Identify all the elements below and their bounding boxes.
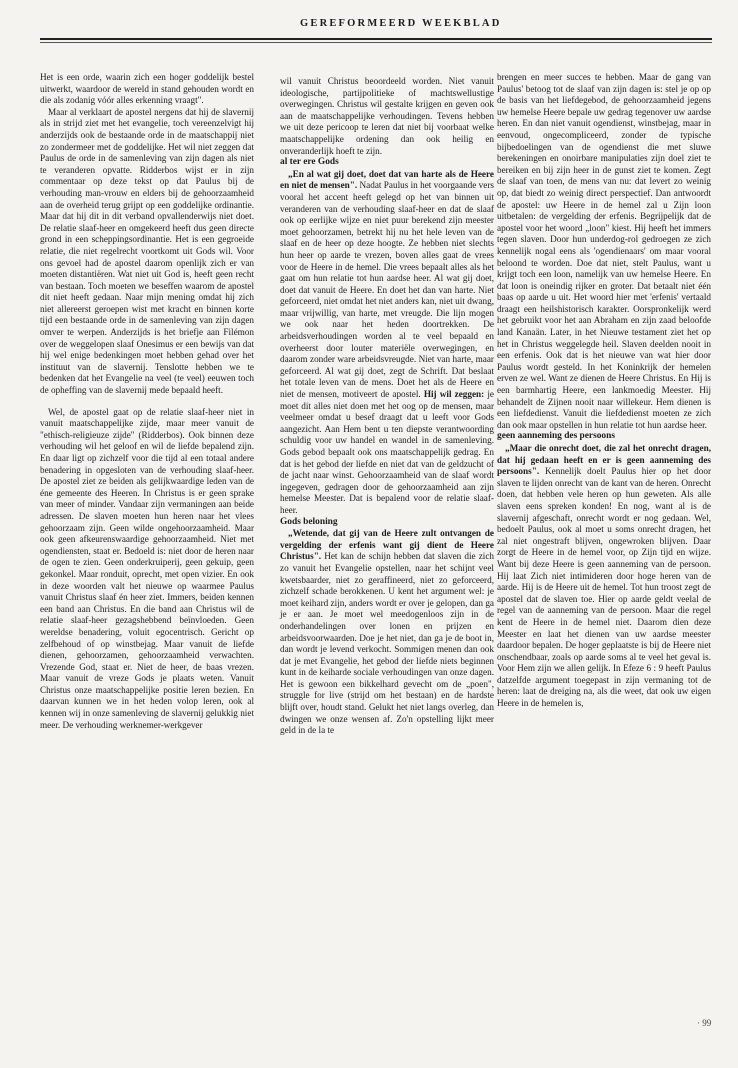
quote-bold: „En al wat gij doet, doet dat van harte als de Heere en niet de mensen".	[280, 168, 494, 191]
section-heading: al ter ere Gods	[280, 157, 339, 168]
paragraph: brengen en meer succes te hebben. Maar de gang van Paulus' betoog tot de slaaf van zijn dagen is: stel je op op de basis van het liefdegebod, de gehoorzaamheid jegens uw hemelse Heere bepale uw gedrag tegenover uw aardse heren. En dan niet vanuit ogendienst, winstbejag, maar in eenvoud, ongecompliceerd, zonder de typische bijbedoelingen van de ogendienst die met sluwe berekeningen en onoirbare manipulaties zijn doel ziet te bereiken en bij zijn heer in de gunst ziet te komen. Zegt de slaaf van toen, de mens van nu: dat levert zo weinig op, dat biedt zo weinig direct perspectief. Dan antwoordt de apostel: uw Heere in de hemel zal u Zijn loon uitbetalen: de vergelding der erfenis. Begrijpelijk dat de apostel voor het woord „loon" kiest. Hij heeft het immers tegen slaven. Door hun underdog-rol gedroegen ze zich kennelijk nogal eens als 'ogendienaars' om maar vooral beloond te worden. Doe dat niet, stelt Paulus, want u krijgt toch een loon, namelijk van uw hemelse Heere. En dat loon is oneindig rijker en groter. Dat betaalt niet één baas op aarde u uit. Het woord hier met 'erfenis' vertaald draagt een heilshistorisch karakter. Oorspronkelijk werd het gebruikt voor het aan Abraham en zijn zaad beloofde land Kanaän. Later, in het Nieuwe testament ziet het op het in Christus weggelegde heil. Slaven deelden nooit in een erfenis. Ook dat is het nieuwe van wat hier door Paulus wordt gesteld. In het Koninkrijk der hemelen erven ze wel. Want ze dienen de Heere Christus. En Hij is een barmhartig Heere, een lankmoedig Meester. Hij behandelt de Zijnen nooit naar willekeur. Hem dienen is een liefdedienst. Vanuit die liefdedienst moeten ze zich dan ook maar opstellen in hun relatie tot hun aardse heer.	[497, 72, 711, 430]
emphasis-bold: Hij wil zeggen:	[420, 389, 485, 400]
section-heading: geen aanneming des persoons	[497, 431, 615, 442]
column-2	[280, 76, 494, 737]
column-3	[497, 72, 711, 710]
section-heading: Gods beloning	[280, 516, 338, 527]
paragraph-text: Het kan de schijn hebben dat slaven die zich zo vanuit het Evangelie opstellen, naar het schijnt veel kwetsbaarder, niet zo geraffineerd, niet zo geforceerd, zichzelf schade berokkenen. U kent het argument wel: je moet keihard zijn, anders wordt er over je gelopen, dan ga je er aan. Je moet wel meedogenloos zijn in de onderhandelingen over lonen en prijzen en arbeidsvoorwaarden. Doe je het niet, dan ga je de boot in, dan wordt je levend verkocht. Sommigen menen dan ook dat je met Evangelie, het gebod der liefde niets beginnen kunt in de keiharde sociale verhoudingen van onze dagen. Het is gewoon een bikkelhard gevecht om de „poen", struggle for live (strijd om het bestaan) en de hardste blijft over, houdt stand. Gelukt het niet langs overleg, dan dwingen we onze wensen af. Zo'n opstelling lijkt meer geld in de la te	[280, 551, 494, 736]
running-header	[40, 18, 712, 58]
paragraph-text: je moet dit alles niet doen met het oog op de mensen, maar veelmeer omdat u besef draagt dat u leeft voor Gods aangezicht. Aan Hem bent u ten diepste verantwoording schuldig voor uw handel en wandel in de samenleving. Gods gebod bepaalt ook ons maatschappelijk gedrag. En dat is het gebod der liefde en niet dat van de geldzucht of de jacht naar winst. Gehoorzaamheid van de slaaf wordt ingegeven, gedragen door de gehoorzaamheid aan zijn hemelse Meester. Dat is bepalend voor de relatie slaaf-heer.	[280, 389, 495, 515]
paragraph	[497, 443, 711, 710]
quote-bold: „Maar die onrecht doet, die zal het onrecht dragen, dat hij gedaan heeft en er is geen aanneming des persoons".	[497, 443, 711, 477]
paragraph: Wel, de apostel gaat op de relatie slaaf-heer niet in vanuit maatschappelijke zijde, maar meer vanuit de "ethisch-religieuze zijde" (Ridderbos). Ook binnen deze verhouding wil het geloof en wil de liefde bepalend zijn. En daar ligt op zichzelf voor die tijd al een totaal andere benadering in opgesloten van de verhouding slaaf-heer. De apostel ziet ze beiden als gelijkwaardige leden van de éne gemeente des Heeren. In Christus is er geen sprake van meer of minder. Vandaar zijn vermaningen aan beide adressen. De slaven moeten hun heren naar het vlees gehoorzaam zijn. Geen wilde ongehoorzaamheid. Maar ook geen afkeurenswaardige gehoorzaamheid. Niet met ogendiensten, staat er. Bedoeld is: niet door de heren naar de ogen te zien. Geen onderkruiperij, geen gekuip, geen gekonkel. Maar ronduit, oprecht, met open vizier. En ook in deze woorden valt het nieuwe op waarmee Paulus vanuit Christus slaaf én heer ziet. Immers, beiden kennen een band aan Christus. En die band aan Christus wil de relatie slaaf-heer gezagshebbend beïnvloeden. Geen wereldse benadering, voluit egocentrisch. Gericht op zelfbehoud of op winstbejag. Maar vanuit de liefde dienen, gehoorzamen, gehoorzaamheid verwachten. Vrezende God, staat er. Niet de heer, de baas vrezen. Maar vanuit de vreze Gods je plaats weten. Vanuit Christus onze maatschappelijke positie leren bezien. En daarvan kunnen we in het heden volop leren, ook al kennen wij in onze samenleving de slavernij gelukkig niet meer. De verhouding werknemer-werkgever	[40, 406, 254, 730]
column-1	[40, 72, 254, 731]
journal-title: GEREFORMEERD WEEKBLAD	[300, 18, 502, 29]
quote-bold: „Wetende, dat gij van de Heere zult ontvangen de vergelding der erfenis want gij dient de Heere Christus".	[280, 528, 494, 562]
paragraph	[280, 528, 494, 737]
header-rule	[40, 38, 712, 40]
paragraph-gap	[40, 397, 254, 407]
paragraph-text: Kennelijk doelt Paulus hier op het door slaven te lijden onrecht van de kant van de heren. Onrecht doen, dat hebben vele heren op hun geweten. Als alle slaven eens spreken konden! En nog, want al is de slavernij afgeschaft, onrecht wordt er nog gedaan. Wel, bedoelt Paulus, ook al moet u soms onrecht dragen, het zal niet ongestraft blijven, ongewroken blijven. Daar zorgt de Heere in de hemel voor, op Zijn tijd en wijze. Want bij deze Heere is geen aanneming van de persoon. Hij laat Zich niet intimideren door hoge heren van de aarde. Hij is de Heere uit de hemel. Tot hun troost zegt de apostel dat de slaven toe. Hier op aarde geldt veelal de regel van de aanneming van de persoon. Maar die regel kent de Heere in de hemel niet. Daarom dien deze Meester en laat het dienen van uw aardse meester daardoor bepalen. De hoger geplaatste is bij de Heere niet onschendbaar, zoals op aarde soms al te veel het geval is. Voor Hem zijn we allen gelijk. In Efeze 6 : 9 heeft Paulus datzelfde argument toegepast in zijn vermaning tot de heren: laat de dreiging na, als die weet, dat ook uw eigen Heere in de hemelen is,	[497, 466, 711, 709]
paragraph-text: Nadat Paulus in het voorgaande vers vooral het accent heeft gelegd op het van binnen uit veranderen van de verhouding slaaf-heer en dat de slaaf ook op eerlijke wijze en niet puur berekend zijn meester moet gehoorzamen, betrekt hij nu het hele leven van de slaaf en de heer op deze hoogte. Ze hebben niet slechts hun heer op aarde te vrezen, boven alles gaat de vrees voor de Heere in de hemel. Die vrees bepaalt alles als het gaat om hun relatie tot hun aardse heer. Al wat gij doet, doet dat vanuit de Heere. En doet het dan van harte. Niet geforceerd, niet omdat het niet anders kan, niet uit dwang, maar vrijwillig, van harte, met vreugde. Die lijn mogen we ook naar het heden doortrekken. De arbeidsverhoudingen worden al te veel bepaald en overheerst door louter materiële overwegingen, en daarom zonder ware arbeidsvreugde. Niet van harte, maar geforceerd. Al wat gij doet, zegt de Schrift. Dat beslaat het totale leven van de mens. Doet het als de Heere en niet de mensen, motiveert de apostel.	[280, 180, 494, 400]
page-number: · 99	[697, 1018, 712, 1028]
header-rule-thin	[40, 42, 712, 43]
paragraph: wil vanuit Christus beoordeeld worden. Niet vanuit ideologische, partijpolitieke of machtswellustige overwegingen. Christus wil gestalte krijgen en geven ook aan de maatschappelijke verhoudingen. Tevens hebben we uit deze pericoop te leren dat niet bij voorbaat welke maatschappelijke ordening dan ook heilig en onveranderlijk hoeft te zijn.	[280, 76, 494, 156]
paragraph	[280, 169, 494, 517]
paragraph: Maar al verklaart de apostel nergens dat hij de slavernij als in strijd ziet met het evangelie, toch vereenzelvigt hij anderzijds ook de bestaande orde in de maatschappij niet zo zondermeer met de goddelijke. Het wil niet zeggen dat Paulus de orde in de samenleving van zijn dagen als niet te veranderen opvatte. Ridderbos wijst er in zijn commentaar op deze tekst op dat Paulus bij de verhouding man-vrouw en elders bij de gehoorzaamheid aan de overheid terug grijpt op een goddelijke ordinantie. Maar dat hij dit in dit verband opvallenderwijs niet doet. De relatie slaaf-heer en omgekeerd heeft dus geen directe grond in een scheppingsordinantie. Het is een gegroeide relatie, die niet regelrecht voortkomt uit Gods wil. Voor ons gevoel had de apostel daarom openlijk zich er van moeten distantiëren. Wat niet uit God is, heeft geen recht van bestaan. Toch moeten we beseffen waarom de apostel dit niet heeft gedaan. Naar mijn mening omdat hij zich niet allereerst geroepen wist met kracht en binnen korte tijd een bestaande orde in de samenleving van zijn dagen omver te werpen. Anderzijds is het briefje aan Filémon over de weggelopen slaaf Onesimus er een bewijs van dat hij wel enige bedenkingen moet hebben gehad over het instituut van de slavernij. Tenslotte hebben we te bedenken dat het Evangelie na veel (te veel) eeuwen toch de opheffing van de slavernij mede bepaald heeft.	[40, 106, 254, 396]
paragraph: Het is een orde, waarin zich een hoger goddelijk bestel uitwerkt, waardoor de wereld in stand gehouden wordt en die als zodanig vóór alles erkenning vraagt".	[40, 72, 254, 106]
